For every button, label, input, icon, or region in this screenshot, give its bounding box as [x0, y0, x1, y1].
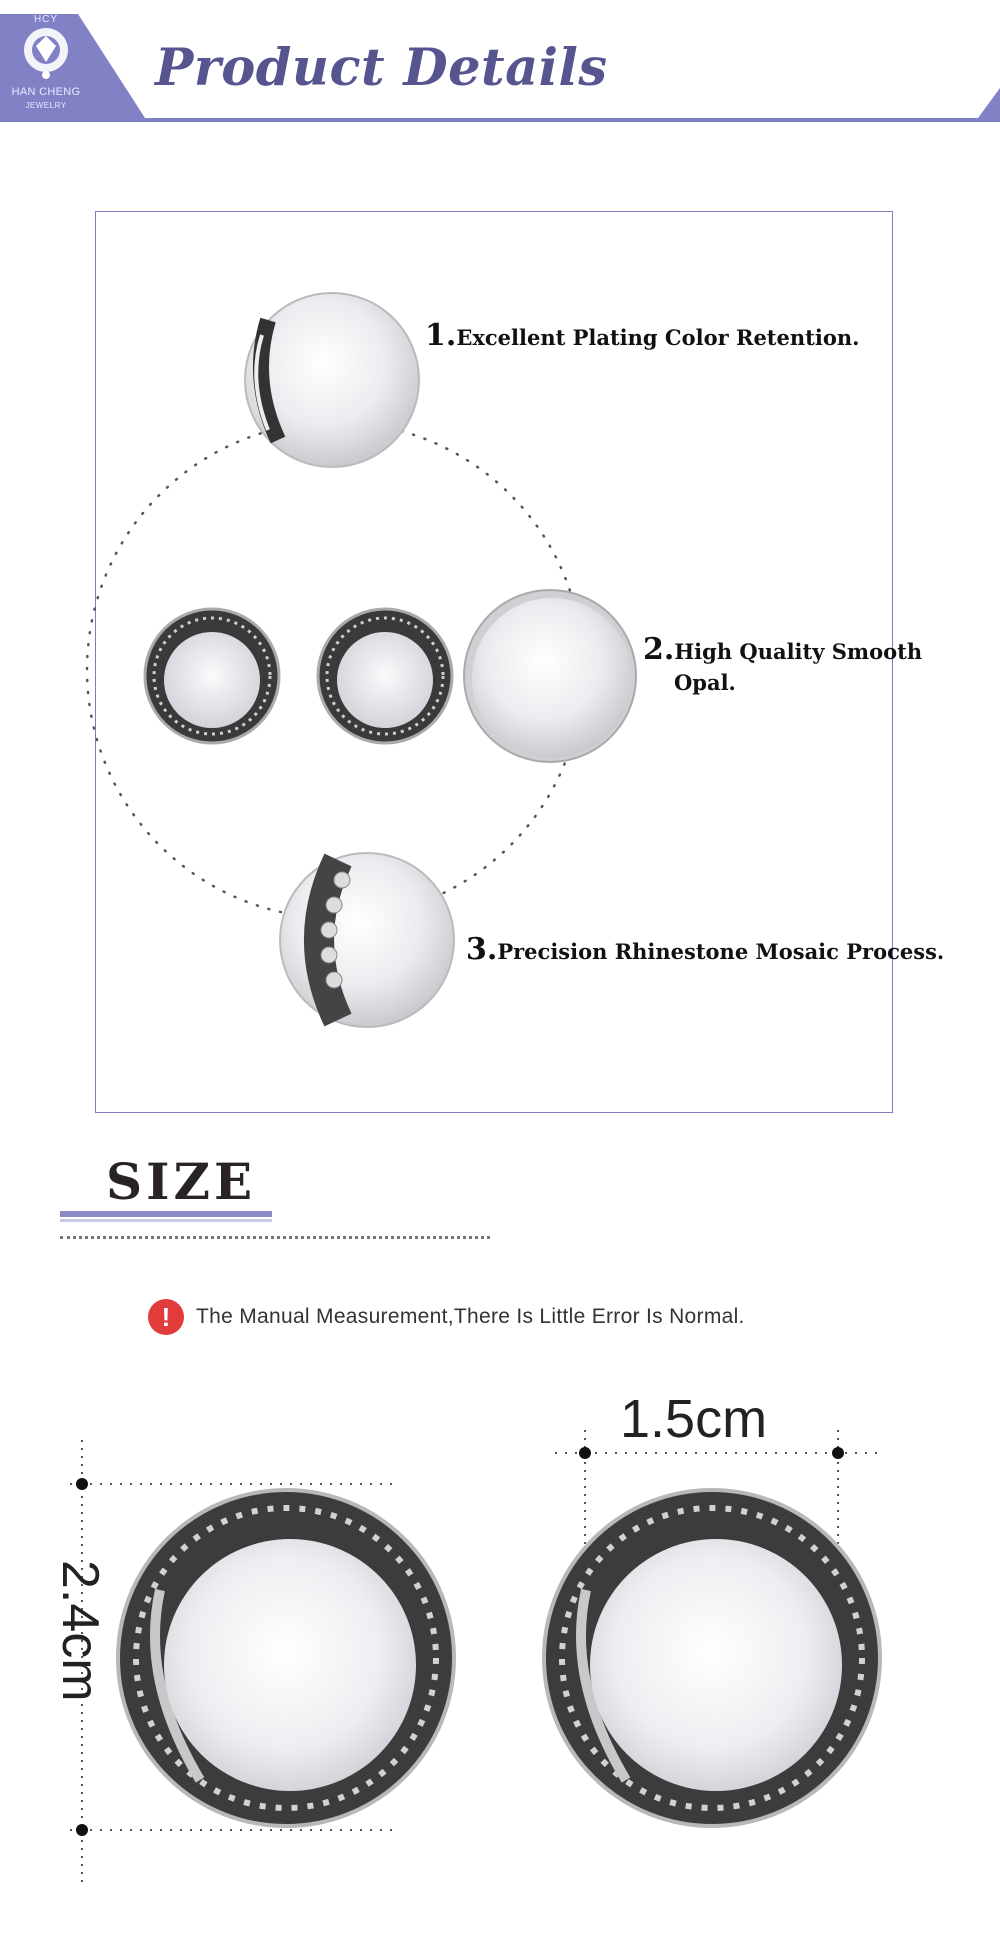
feature-3 — [466, 932, 944, 967]
feature-3-number: 3. — [466, 932, 498, 967]
feature-2-text: High Quality Smooth — [674, 639, 923, 664]
notice-text: The Manual Measurement,There Is Little Error Is Normal. — [196, 1305, 745, 1328]
feature-2-number: 2. — [643, 632, 675, 667]
feature-2-text-line2: Opal. — [674, 670, 736, 695]
feature-2 — [643, 632, 922, 667]
size-title: SIZE — [106, 1152, 257, 1211]
rhinestone-zoom-image — [280, 853, 454, 1027]
alert-icon: ! — [148, 1299, 184, 1335]
plating-zoom-image — [245, 293, 419, 467]
earring-left-size-image — [118, 1490, 454, 1826]
feature-1 — [425, 318, 859, 353]
size-dotted-divider — [60, 1236, 490, 1239]
earring-front-left-image — [145, 609, 279, 743]
height-dimension-label: 2.4cm — [51, 1560, 109, 1702]
brand-mark: HCY — [33, 14, 59, 25]
size-underline-light — [60, 1219, 272, 1222]
brand-name: HAN CHENG — [11, 86, 81, 98]
earring-front-right-image — [318, 609, 452, 743]
opal-zoom-image — [464, 590, 636, 762]
page-title: Product Details — [155, 38, 608, 98]
measurement-notice — [148, 1298, 745, 1336]
earring-right-size-image — [544, 1490, 880, 1826]
size-underline — [60, 1211, 272, 1217]
brand-subtitle: JEWELRY — [25, 101, 67, 110]
size-illustration — [0, 1380, 1000, 1900]
feature-1-number: 1. — [425, 318, 457, 353]
width-dimension-label: 1.5cm — [620, 1389, 768, 1449]
feature-1-text: Excellent Plating Color Retention. — [456, 325, 860, 350]
feature-3-text: Precision Rhinestone Mosaic Process. — [497, 939, 945, 964]
